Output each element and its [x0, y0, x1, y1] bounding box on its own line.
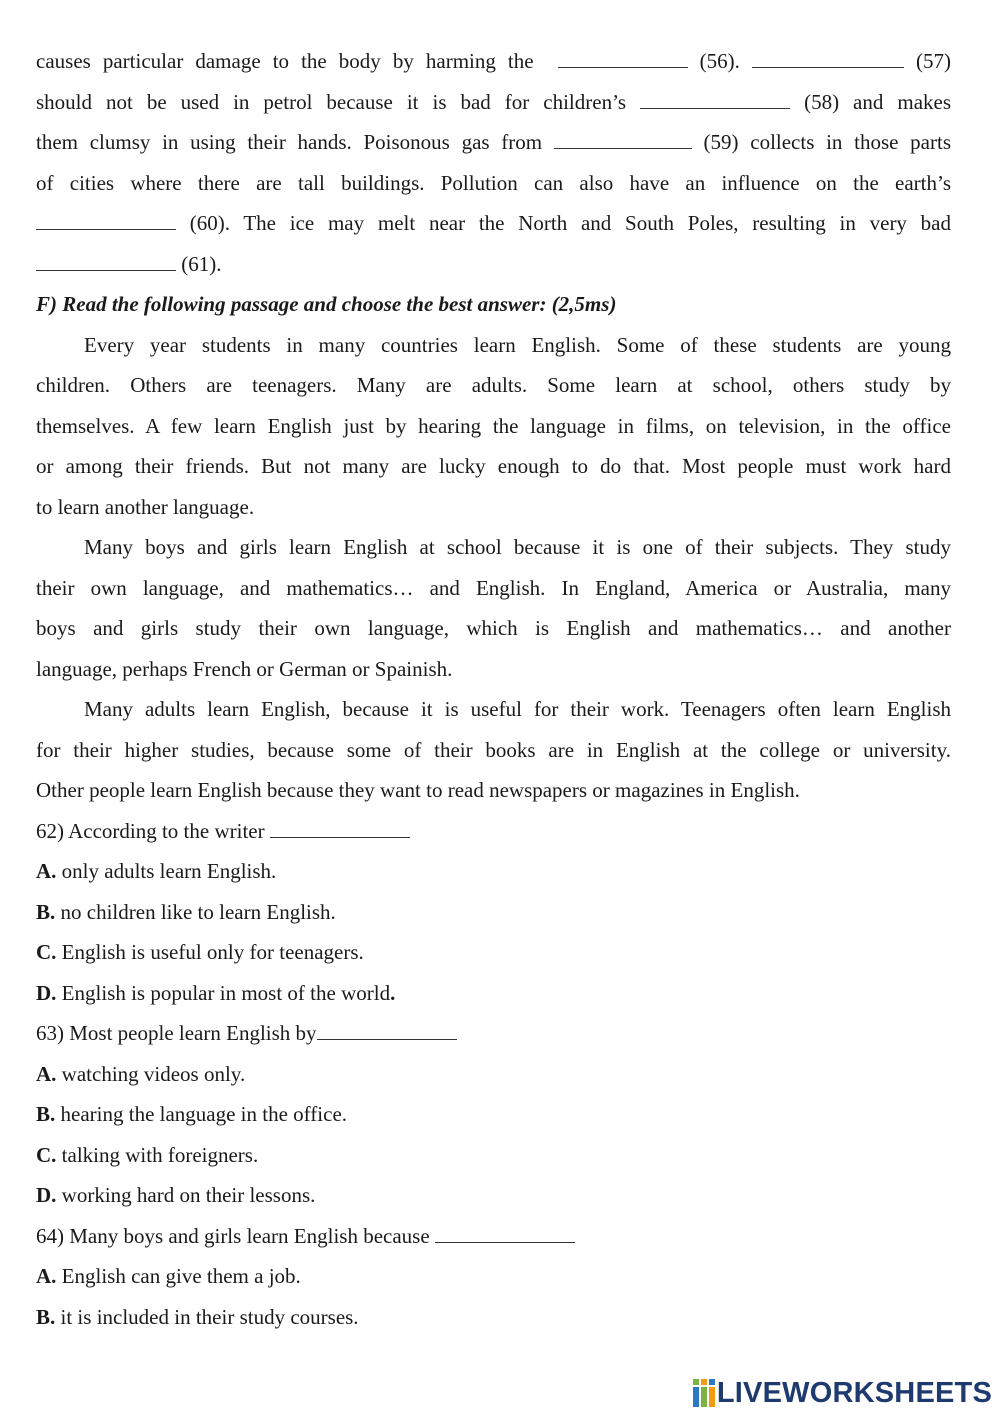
paragraph-3-line: for their higher studies, because some of their books are in English at the college or university.	[36, 737, 951, 762]
cloze-line-1: causes particular damage to the body by harming the (56). (57)	[36, 49, 951, 73]
cloze-line-5: (60). The ice may melt near the North and South Poles, resulting in very bad	[36, 203, 951, 244]
q62-option-a[interactable]: A. only adults learn English.	[36, 859, 277, 883]
q62-option-b[interactable]: B. no children like to learn English.	[36, 899, 336, 924]
answer-blank-64[interactable]	[435, 1227, 575, 1243]
blank-59[interactable]	[554, 133, 692, 149]
answer-blank-62[interactable]	[270, 822, 410, 838]
q63-option-c[interactable]: C. talking with foreigners.	[36, 1142, 259, 1167]
cloze-line-4: of cities where there are tall buildings. Pollution can also have an influence on the earth’s	[36, 170, 951, 195]
q64-option-a[interactable]: A. English can give them a job.	[36, 1264, 301, 1288]
blank-57[interactable]	[752, 52, 904, 68]
worksheet-page	[36, 41, 951, 1337]
q63-option-d[interactable]: D. working hard on their lessons.	[36, 1183, 316, 1207]
watermark-text: LIVEWORKSHEETS	[716, 1376, 992, 1409]
question-62: 62) According to the writer	[36, 811, 951, 852]
paragraph-1-line: or among their friends. But not many are lucky enough to do that. Most people must work hard	[36, 454, 951, 478]
paragraph-2-line: boys and girls study their own language, which is English and mathematics… and another	[36, 616, 951, 640]
liveworksheets-logo-icon	[693, 1379, 715, 1407]
q62-option-d[interactable]: D. English is popular in most of the world.	[36, 980, 396, 1005]
q64-option-b[interactable]: B. it is included in their study courses.	[36, 1304, 359, 1329]
cloze-line-2: should not be used in petrol because it is bad for children’s (58) and makes	[36, 89, 952, 114]
question-63: 63) Most people learn English by	[36, 1013, 951, 1054]
blank-58[interactable]	[640, 93, 790, 109]
paragraph-1-line: to learn another language.	[36, 494, 255, 519]
answer-blank-63[interactable]	[317, 1024, 457, 1040]
paragraph-2-line: language, perhaps French or German or Spainish.	[36, 656, 453, 681]
q63-option-b[interactable]: B. hearing the language in the office.	[36, 1102, 348, 1126]
paragraph-3-line: Other people learn English because they want to read newspapers or magazines in English.	[36, 778, 800, 802]
paragraph-2-line: their own language, and mathematics… and English. In England, America or Australia, many	[36, 575, 951, 600]
question-64: 64) Many boys and girls learn English because	[36, 1216, 951, 1257]
paragraph-1-line: Every year students in many countries learn English. Some of these students are young	[84, 332, 951, 357]
liveworksheets-watermark	[693, 1376, 992, 1410]
paragraph-1-line: children. Others are teenagers. Many are adults. Some learn at school, others study by	[36, 373, 951, 397]
paragraph-3-line: Many adults learn English, because it is useful for their work. Teenagers often learn English	[84, 697, 951, 721]
cloze-line-3: them clumsy in using their hands. Poisonous gas from (59) collects in those parts	[36, 130, 952, 154]
paragraph-1-line: themselves. A few learn English just by hearing the language in films, on television, in the office	[36, 413, 951, 438]
q63-option-a[interactable]: A. watching videos only.	[36, 1061, 246, 1086]
cloze-line-6: (61).	[36, 244, 951, 285]
blank-60[interactable]	[36, 214, 176, 230]
section-f-heading: F) Read the following passage and choose the best answer: (2,5ms)	[36, 292, 617, 316]
blank-56[interactable]	[558, 52, 688, 68]
q62-option-c[interactable]: C. English is useful only for teenagers.	[36, 940, 364, 964]
blank-61[interactable]	[36, 255, 176, 271]
paragraph-2-line: Many boys and girls learn English at school because it is one of their subjects. They study	[84, 535, 951, 559]
